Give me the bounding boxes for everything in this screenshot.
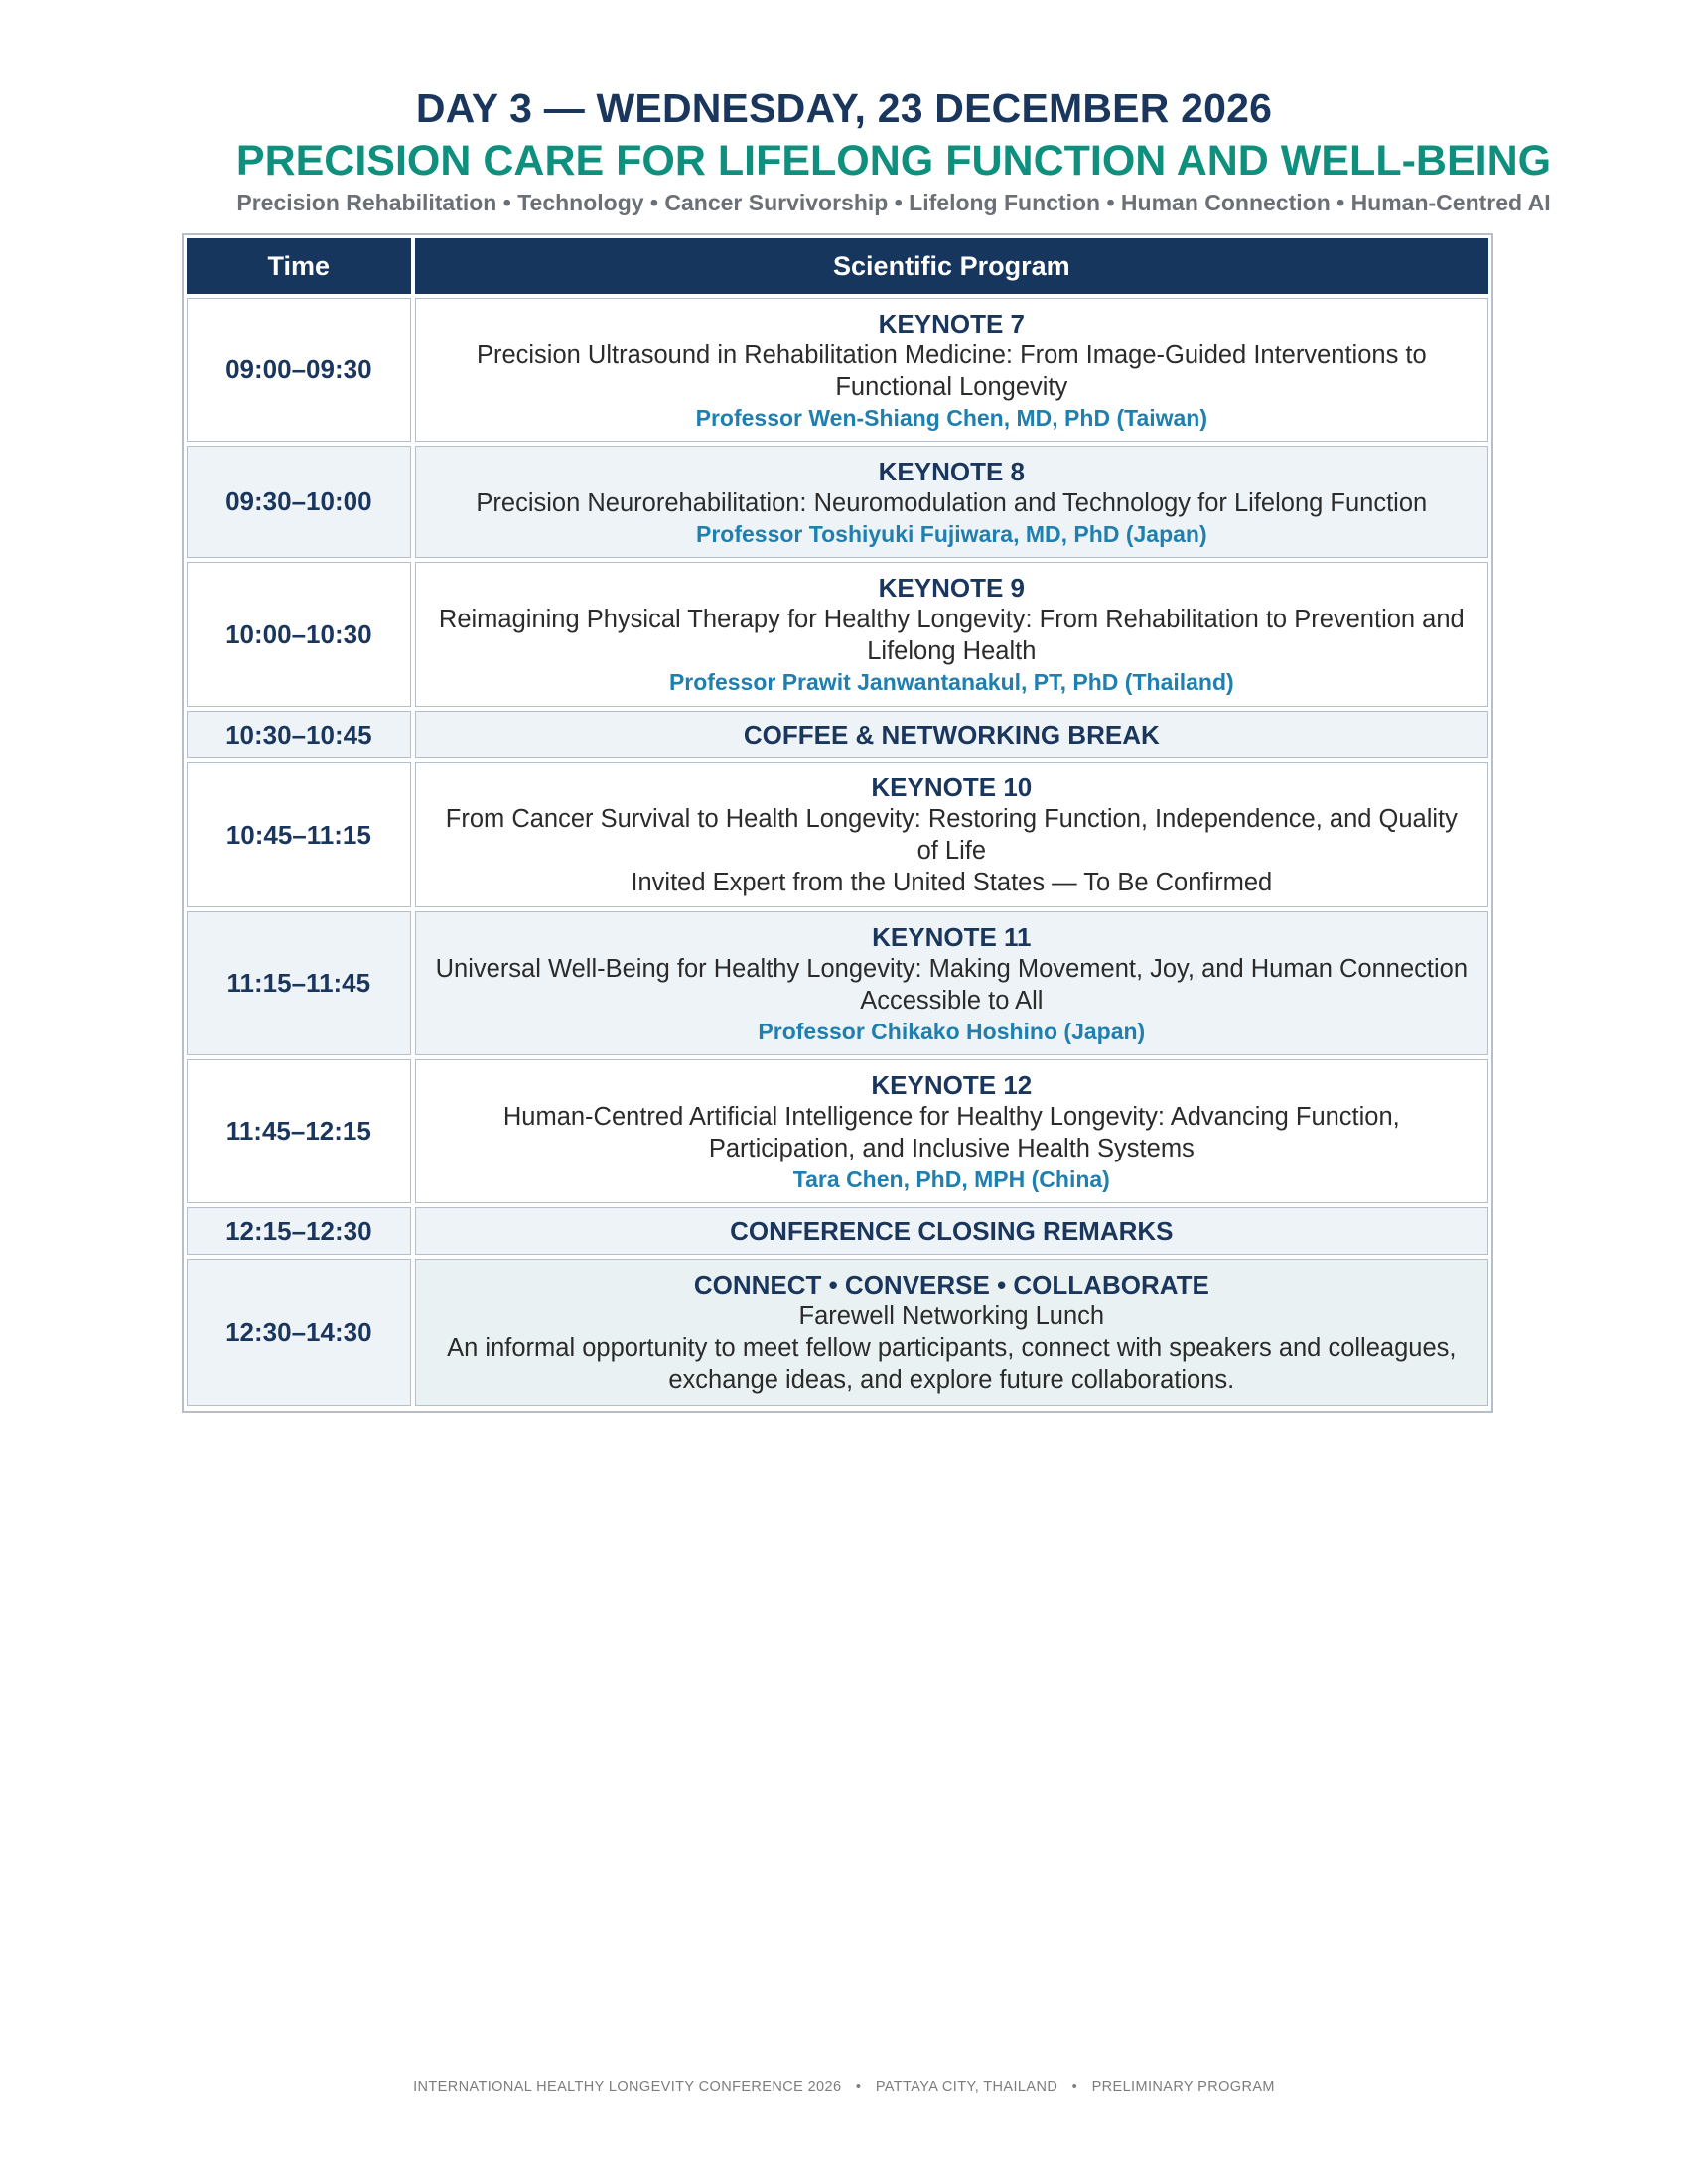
session-cell: [415, 562, 1488, 707]
column-header-time: Time: [187, 238, 411, 294]
keynote-title: KEYNOTE 10: [871, 772, 1033, 802]
talk-title: From Cancer Survival to Health Longevity: Restoring Function, Independence, and Quality of Life: [445, 805, 1458, 865]
lunch-title: CONNECT • CONVERSE • COLLABORATE: [693, 1270, 1209, 1299]
session-time: 12:30–14:30: [187, 1259, 411, 1406]
keynote-title: KEYNOTE 9: [878, 573, 1025, 603]
session-time: 10:00–10:30: [187, 562, 411, 707]
lunch-description: An informal opportunity to meet fellow participants, connect with speakers and colleagues, exchange ideas, and explore future collaborations.: [447, 1334, 1457, 1394]
closing-label: CONFERENCE CLOSING REMARKS: [730, 1215, 1174, 1246]
table-row: [187, 711, 1488, 758]
table-row: [187, 1259, 1488, 1406]
footer: [0, 2079, 1688, 2095]
speaker-name: Professor Chikako Hoshino (Japan): [758, 1018, 1146, 1044]
keynote-title: KEYNOTE 8: [878, 456, 1025, 486]
session-cell: [415, 1259, 1488, 1406]
talk-title: Reimagining Physical Therapy for Healthy Longevity: From Rehabilitation to Prevention and Lifelong Health: [438, 606, 1465, 665]
session-time: 10:45–11:15: [187, 762, 411, 907]
table-row: [187, 298, 1488, 442]
keynote-title: KEYNOTE 12: [871, 1069, 1033, 1100]
speaker-name: Professor Toshiyuki Fujiwara, MD, PhD (Japan): [696, 520, 1207, 547]
column-header-program: Scientific Program: [415, 238, 1488, 294]
day-title: DAY 3 — WEDNESDAY, 23 DECEMBER 2026: [415, 85, 1273, 131]
theme-title: PRECISION CARE FOR LIFELONG FUNCTION AND WELL-BEING: [235, 137, 1552, 185]
lunch-subtitle: Farewell Networking Lunch: [798, 1302, 1105, 1330]
topics-line: Precision Rehabilitation • Technology • Cancer Survivorship • Lifelong Function • Human Connection • Human-Centred AI: [236, 190, 1551, 215]
session-cell: [415, 1059, 1488, 1203]
table-row: [187, 911, 1488, 1055]
session-time: 11:15–11:45: [187, 911, 411, 1055]
table-row: [187, 562, 1488, 707]
speaker-name: Professor Prawit Janwantanakul, PT, PhD (Thailand): [668, 669, 1234, 695]
session-time: 12:15–12:30: [187, 1207, 411, 1255]
session-time: 09:00–09:30: [187, 298, 411, 442]
keynote-title: KEYNOTE 7: [878, 308, 1025, 339]
speaker-name: Professor Wen-Shiang Chen, MD, PhD (Taiwan): [695, 404, 1208, 431]
keynote-title: KEYNOTE 11: [872, 921, 1032, 952]
footer-status: PRELIMINARY PROGRAM: [1091, 2079, 1275, 2095]
talk-title: Human-Centred Artificial Intelligence for Healthy Longevity: Advancing Function, Participation, and Inclusive Health Systems: [502, 1102, 1400, 1162]
program-table: [182, 233, 1493, 1413]
session-time: 10:30–10:45: [187, 711, 411, 758]
session-cell: [415, 446, 1488, 558]
session-time: 09:30–10:00: [187, 446, 411, 558]
table-header-row: [187, 238, 1488, 294]
table-row: [187, 1207, 1488, 1255]
footer-conference: INTERNATIONAL HEALTHY LONGEVITY CONFERENCE 2026: [413, 2079, 842, 2095]
session-time: 11:45–12:15: [187, 1059, 411, 1203]
footer-separator: •: [855, 2079, 862, 2095]
talk-title: Precision Ultrasound in Rehabilitation Medicine: From Image-Guided Interventions to Functional Longevity: [476, 341, 1427, 401]
footer-separator: •: [1071, 2079, 1078, 2095]
talk-title: Precision Neurorehabilitation: Neuromodulation and Technology for Lifelong Function: [476, 488, 1428, 517]
speaker-name: Invited Expert from the United States — To Be Confirmed: [631, 869, 1273, 896]
footer-location: PATTAYA CITY, THAILAND: [875, 2079, 1058, 2095]
table-row: [187, 762, 1488, 907]
table-row: [187, 1059, 1488, 1203]
talk-title: Universal Well-Being for Healthy Longevity: Making Movement, Joy, and Human Connection Accessible to All: [435, 954, 1469, 1015]
session-cell: [415, 762, 1488, 907]
closing-cell: [415, 1207, 1488, 1255]
table-row: [187, 446, 1488, 558]
break-label: COFFEE & NETWORKING BREAK: [743, 719, 1160, 750]
session-cell: [415, 298, 1488, 442]
session-cell: [415, 911, 1488, 1055]
speaker-name: Tara Chen, PhD, MPH (China): [792, 1165, 1110, 1192]
break-cell: [415, 711, 1488, 758]
